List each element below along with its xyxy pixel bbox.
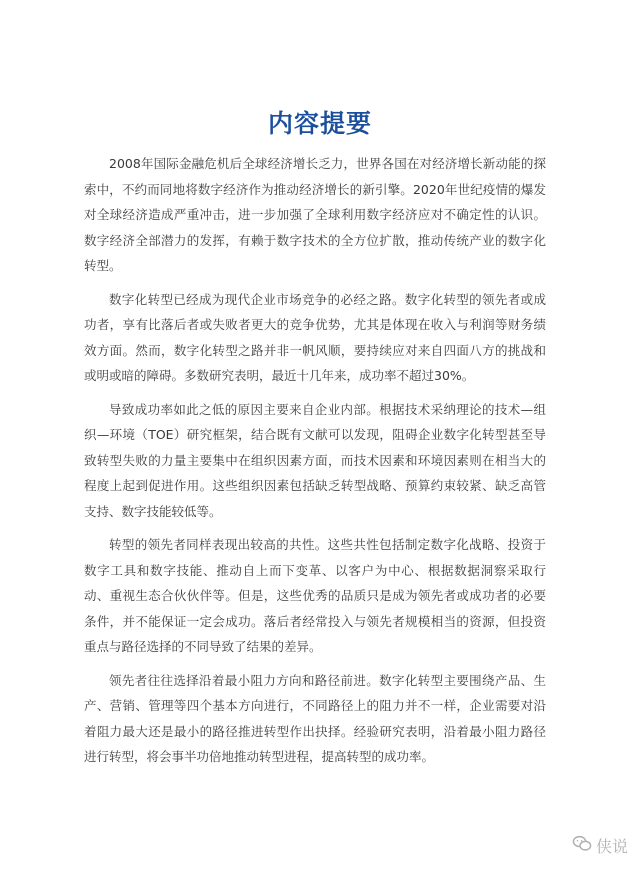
paragraph: 导致成功率如此之低的原因主要来自企业内部。根据技术采纳理论的技术—组织—环境（TOE）研究框架，结合既有文献可以发现，阻碍企业数字化转型甚至导致转型失败的力量主要集中在组织因素方面，而技术因素和环境因素则在相当大的程度上起到促进作用。这些组织因素包括缺乏转型战略、预算约束较紧、缺乏高管支持、数字技能较低等。 bbox=[84, 401, 546, 519]
summary-body bbox=[84, 151, 546, 778]
paragraph: 转型的领先者同样表现出较高的共性。这些共性包括制定数字化战略、投资于数字工具和数字技能、推动自上而下变革、以客户为中心、根据数据洞察采取行动、重视生态合伙伙伴等。但是，这些优秀的品质只是成为领先者或成功者的必要条件，并不能保证一定会成功。落后者经常投入与领先者规模相当的资源，但投资重点与路径选择的不同导致了结果的差异。 bbox=[84, 537, 546, 654]
watermark-text: 侠说 bbox=[595, 837, 628, 856]
paragraph: 2008年国际金融危机后全球经济增长乏力，世界各国在对经济增长新动能的探索中，不约而同地将数字经济作为推动经济增长的新引擎。2020年世纪疫情的爆发对全球经济造成严重冲击，进一步加强了全球利用数字经济应对不确定性的认识。数字经济全部潜力的发挥，有赖于数字技术的全方位扩散，推动传统产业的数字化转型。 bbox=[84, 156, 546, 273]
paragraph: 数字化转型已经成为现代企业市场竞争的必经之路。数字化转型的领先者或成功者，享有比落后者或失败者更大的竞争优势，尤其是体现在收入与利润等财务绩效方面。然而，数字化转型之路并非一帆风顺，要持续应对来自四面八方的挑战和或明或暗的障碍。多数研究表明，最近十几年来，成功率不超过30%。 bbox=[84, 291, 546, 383]
paragraph: 领先者往往选择沿着最小阻力方向和路径前进。数字化转型主要围绕产品、生产、营销、管理等四个基本方向进行，不同路径上的阻力并不一样，企业需要对沿着阻力最大还是最小的路径推进转型作出抉择。经验研究表明，沿着最小阻力路径进行转型，将会事半功倍地推动转型进程，提高转型的成功率。 bbox=[84, 672, 546, 764]
page-title: 内容提要 bbox=[267, 109, 372, 138]
wechat-chat-icon bbox=[572, 835, 592, 857]
watermark bbox=[572, 834, 628, 857]
